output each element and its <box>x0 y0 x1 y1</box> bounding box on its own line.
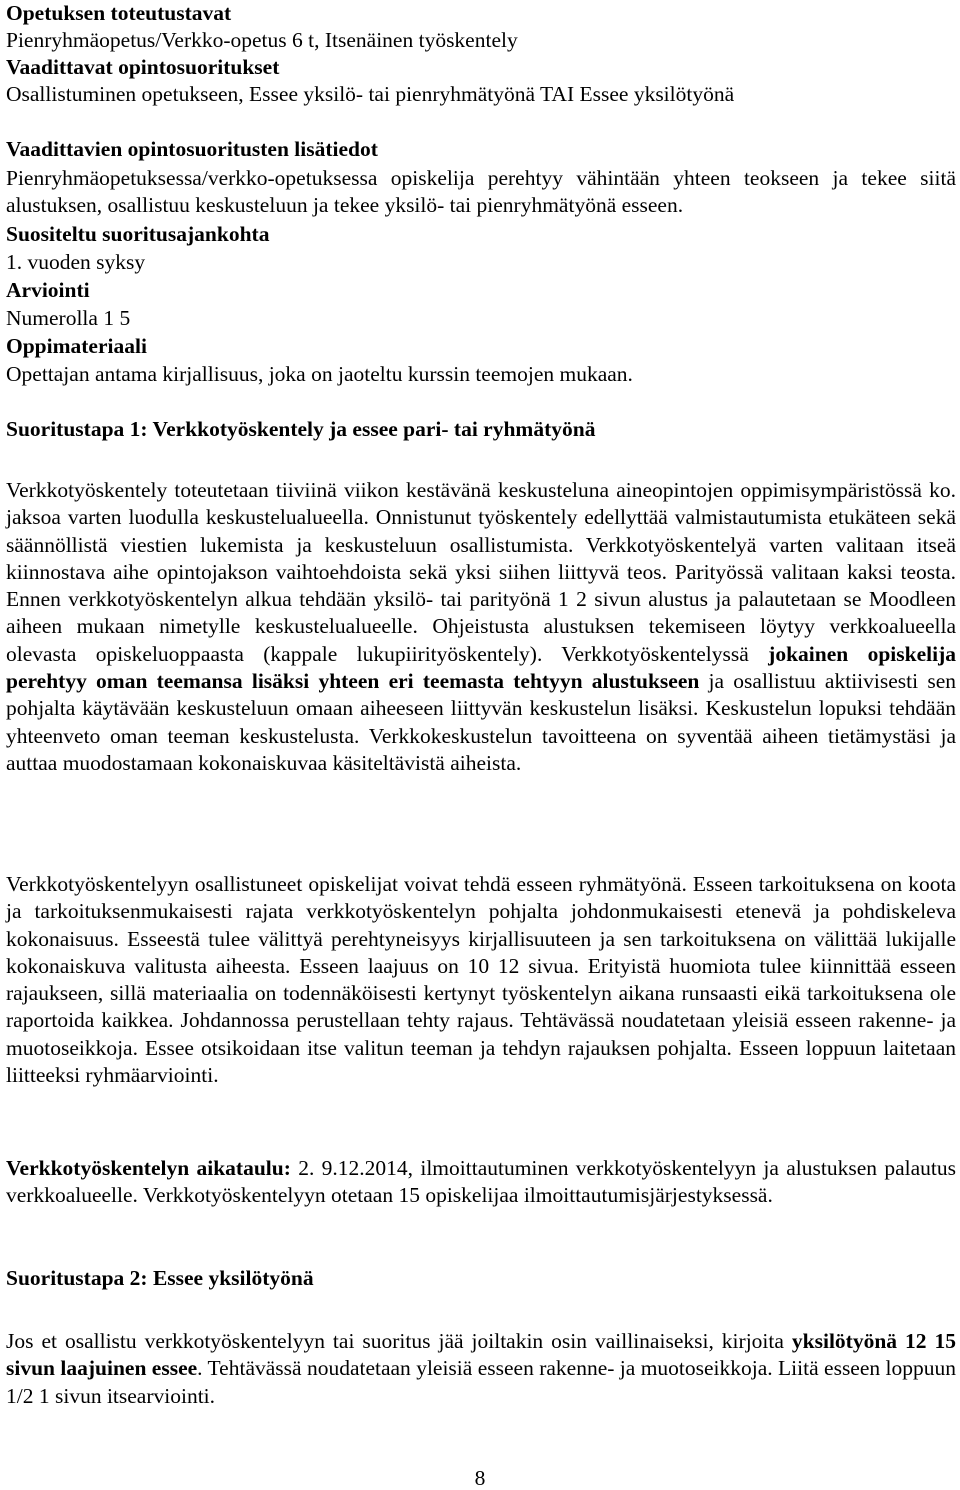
text-arviointi: Numerolla 1 5 <box>6 306 131 330</box>
paragraph-text: Verkkotyöskentely toteutetaan tiiviinä viikon kestävänä keskusteluna aineopintojen oppimisympäristössä ko. jaksoa varten luodulla keskustelualueella. Onnistunut työskentely edellyttää valmistautumista etukäteen sekä säännöllistä viestien lukemista ja keskusteluun osallistumista. Verkkotyöskentelyä varten valitaan itseä kiinnostava aihe opintojakson vaihtoehdoista sekä yksi siihen liittyvä teos. Parityössä valitaan kaksi teosta. Ennen verkkotyöskentelyn alkua tehdään yksilö- tai parityönä 1 2 sivun alustus ja palautetaan se Moodleen aiheen mukaan nimetylle keskustelualueelle. Ohjeistusta alustuksen tekemiseen löytyy verkkoalueella olevasta opiskeluoppaasta (kappale lukupiirityöskentely). Verkkotyöskentelyssä <box>6 478 956 666</box>
heading-arviointi: Arviointi <box>6 278 90 302</box>
heading-lisatiedot: Vaadittavien opintosuoritusten lisätiedot <box>6 137 378 161</box>
paragraph-essee-ryhmatyona: Verkkotyöskentelyyn osallistuneet opiskelijat voivat tehdä esseen ryhmätyönä. Esseen tarkoituksena on koota ja tarkoituksenmukaisesti rajata verkkotyöskentelyn pohjalta johdonmukaisesti etenevä ja pohdiskeleva kokonaisuus. Esseestä tulee välittyä perehtyneisyys kirjallisuuteen ja sen tarkoituksena on välittää lukijalle kokonaiskuva valitusta aiheesta. Esseen laajuus on 10 12 sivua. Erityistä huomiota tulee kiinnittää esseen rajaukseen, sillä materiaalia on todennäköisesti kertynyt työskentelyn aikana runsaasti eikä tarkoituksena ole raportoida kaikkea. Johdannossa perustellaan tehty rajaus. Tehtävässä noudatetaan yleisiä esseen rakenne- ja muotoseikkoja. Essee otsikoidaan itse valitun teeman ja tehdyn rajauksen pohjalta. Esseen loppuun laitetaan liitteeksi ryhmäarviointi. <box>6 872 956 1088</box>
heading-suoritustapa-2: Suoritustapa 2: Essee yksilötyönä <box>6 1266 314 1290</box>
heading-vaadittavat-opintosuoritukset: Vaadittavat opintosuoritukset <box>6 55 280 79</box>
text-oppimateriaali: Opettajan antama kirjallisuus, joka on jaoteltu kurssin teemojen mukaan. <box>6 362 633 386</box>
text-lisatiedot: Pienryhmäopetuksessa/verkko-opetuksessa opiskelija perehtyy vähintään yhteen teokseen ja tekee siitä alustuksen, osallistuu keskusteluun ja tekee yksilö- tai pienryhmätyönä esseen. <box>6 166 956 218</box>
aikataulu-text: 2. 9.12.2014, ilmoittautuminen verkkotyöskentelyyn ja alustuksen palautus verkkoalueelle. Verkkotyöskentelyyn otetaan 15 opiskelijaa ilmoittautumisjärjestyksessä. <box>6 1156 956 1208</box>
paragraph-text: . Tehtävässä noudatetaan yleisiä esseen rakenne- ja muotoseikkoja. Liitä esseen loppuun 1/2 1 sivun itsearviointi. <box>6 1356 957 1408</box>
paragraph-essee-yksilotyona <box>6 1328 956 1410</box>
heading-suoritusajankohta: Suositeltu suoritusajankohta <box>6 222 270 246</box>
paragraph-text: ja osallistuu aktiivisesti sen pohjalta käytävään keskusteluun omaan aiheeseen liittyvän keskustelun lisäksi. Keskustelun lopuksi tehdään yhteenveto oman teeman keskustelusta. Verkkokeskustelun tavoitteena on syventää aiheen tietämystäsi ja auttaa muodostamaan kokonaiskuvaa käsiteltävistä aiheista. <box>6 669 956 775</box>
aikataulu-label: Verkkotyöskentelyn aikataulu: <box>6 1156 291 1180</box>
paragraph-text: Jos et osallistu verkkotyöskentelyyn tai suoritus jää joiltakin osin vaillinaiseksi, kirjoita <box>6 1329 792 1353</box>
paragraph-emphasis: yksilötyönä 12 15 sivun laajuinen essee <box>6 1329 956 1381</box>
heading-oppimateriaali: Oppimateriaali <box>6 334 147 358</box>
heading-opetuksen-toteutustavat: Opetuksen toteutustavat <box>6 1 232 25</box>
text-vaadittavat-opintosuoritukset: Osallistuminen opetukseen, Essee yksilö- tai pienryhmätyönä TAI Essee yksilötyönä <box>6 82 735 106</box>
heading-suoritustapa-1: Suoritustapa 1: Verkkotyöskentely ja essee pari- tai ryhmätyönä <box>6 417 596 441</box>
paragraph-verkkotyoskentely <box>6 477 956 777</box>
text-opetuksen-toteutustavat: Pienryhmäopetus/Verkko-opetus 6 t, Itsenäinen työskentely <box>6 28 518 52</box>
text-suoritusajankohta: 1. vuoden syksy <box>6 250 146 274</box>
paragraph-emphasis: jokainen opiskelija perehtyy oman teemansa lisäksi yhteen eri teemasta tehtyyn alustukseen <box>6 641 956 694</box>
page-number: 8 <box>474 1466 486 1490</box>
paragraph-aikataulu <box>6 1155 956 1210</box>
